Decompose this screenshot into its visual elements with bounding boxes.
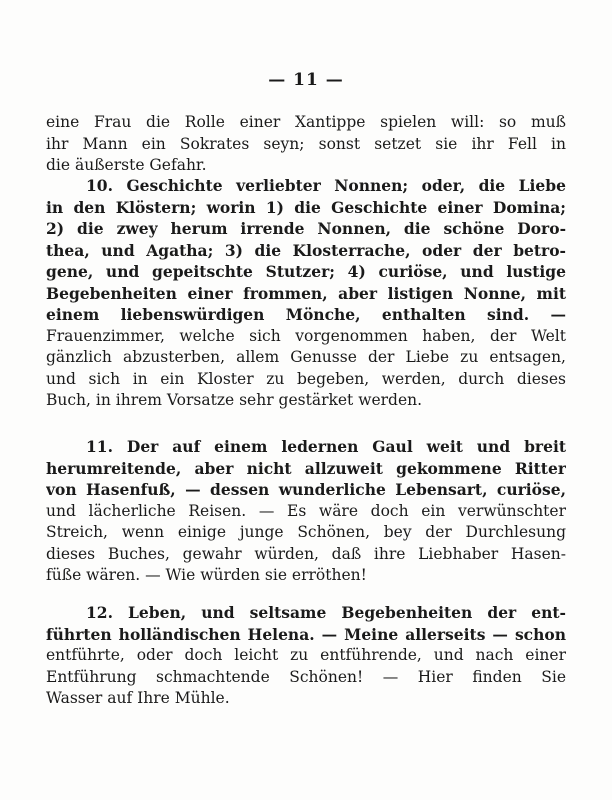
text-line: 11. Der auf einem ledernen Gaul weit und breit	[86, 437, 566, 456]
text-line: füße wären. — Wie würden sie erröthen!	[46, 566, 367, 584]
text-line: Streich, wenn einige junge Schönen, bey der Durchlesung	[46, 523, 566, 541]
text-line: Entführung schmachtende Schönen! — Hier finden Sie	[46, 667, 566, 686]
text-line: und sich in ein Kloster zu begeben, werden, durch dieses	[46, 369, 566, 388]
text-line: entführte, oder doch leicht zu entführende, und nach einer	[46, 646, 566, 664]
text-line: herumreitende, aber nicht allzuweit gekommene Ritter	[46, 458, 566, 478]
text-line: eine Frau die Rolle einer Xantippe spielen will: so muß	[46, 113, 566, 131]
text-line: in den Klöstern; worin 1) die Geschichte einer Domina;	[46, 197, 566, 217]
text-line: 2) die zwey herum irrende Nonnen, die schöne Doro-	[46, 219, 566, 238]
paragraph-entry-12	[46, 602, 566, 710]
text-line: dieses Buches, gewahr würden, daß ihre Liebhaber Hasen-	[46, 544, 566, 563]
text-line: thea, und Agatha; 3) die Klosterrache, oder der betro-	[46, 240, 566, 260]
text-line: Frauenzimmer, welche sich vorgenommen haben, der Welt	[46, 326, 566, 345]
text-line: 10. Geschichte verliebter Nonnen; oder, die Liebe	[86, 176, 566, 195]
paragraph-continuation	[46, 112, 566, 177]
page-number: — 11 —	[268, 70, 344, 90]
text-line: und lächerliche Reisen. — Es wäre doch ein verwünschter	[46, 501, 566, 520]
text-line: führten holländischen Helena. — Meine allerseits — schon	[46, 624, 566, 644]
text-line: von Hasenfuß, — dessen wunderliche Lebensart, curiöse,	[46, 480, 566, 499]
paragraph-entry-10	[46, 175, 566, 412]
paragraph-entry-11	[46, 436, 566, 587]
text-line: ihr Mann ein Sokrates seyn; sonst setzet sie ihr Fell in	[46, 134, 566, 153]
text-line: Begebenheiten einer frommen, aber listigen Nonne, mit	[46, 283, 566, 303]
text-line: Buch, in ihrem Vorsatze sehr gestärket werden.	[46, 391, 423, 409]
text-line: 12. Leben, und seltsame Begebenheiten der ent-	[86, 603, 566, 622]
text-line: gene, und gepeitschte Stutzer; 4) curiöse, und lustige	[46, 262, 566, 281]
text-line: die äußerste Gefahr.	[46, 156, 207, 174]
text-line: einem liebenswürdigen Mönche, enthalten sind. —	[46, 305, 566, 324]
text-line: Wasser auf Ihre Mühle.	[46, 689, 230, 707]
text-line: gänzlich abzusterben, allem Genusse der Liebe zu entsagen,	[46, 348, 566, 366]
